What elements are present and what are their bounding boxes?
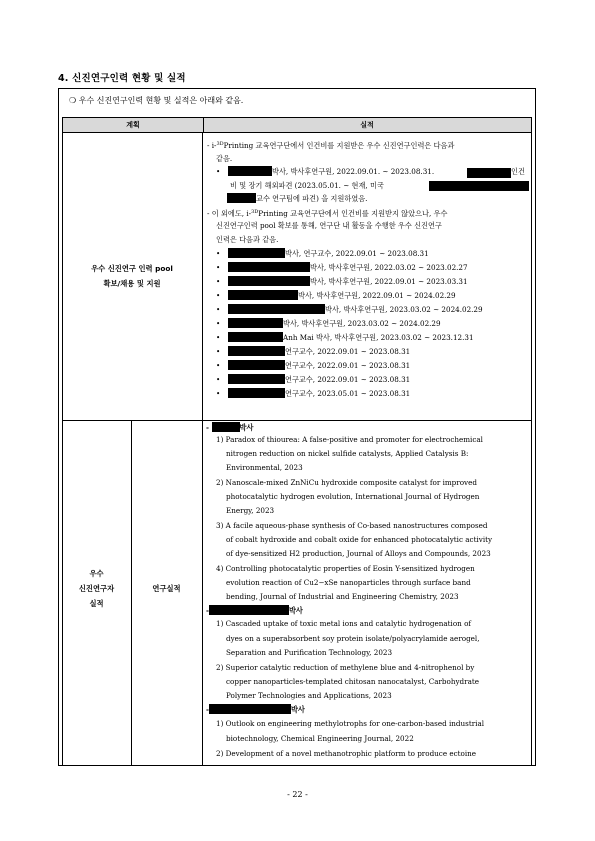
redaction: [209, 704, 291, 714]
pub-line: 4) Controlling photocatalytic properties of Eosin Y-sensitized hydrogen: [216, 564, 475, 573]
row1-label: [62, 261, 202, 291]
pub-line: nitrogen reduction on nickel sulfide catalysts, Applied Catalysis B:: [226, 449, 469, 458]
grid-row-sep: [62, 420, 532, 421]
row1-bullet1: • 박사, 박사후연구원, 2022.09.01. ~ 2023.08.31.: [216, 167, 435, 176]
redaction: [228, 318, 283, 328]
redaction: [228, 346, 285, 356]
row1-label-line2: 확보/채용 및 지원: [103, 279, 161, 288]
header-result: 실적: [360, 121, 374, 129]
pub-line: of cobalt hydroxide and cobalt oxide for enhanced photocatalytic activity: [226, 535, 493, 544]
header-plan: 계획: [63, 118, 204, 132]
list-item: • 박사, 연구교수, 2022.09.01 ~ 2023.08.31: [216, 249, 429, 258]
row2-label-line3: 실적: [89, 599, 104, 608]
row1-label-line1: 우수 신진연구 인력 pool: [91, 264, 173, 273]
grid-right: [531, 133, 532, 766]
pub-line: Energy, 2023: [226, 506, 275, 515]
redaction: [227, 193, 256, 203]
list-item: • 박사, 박사후연구원, 2022.09.01 ~ 2024.02.29: [216, 291, 456, 300]
pub-line: 2) Superior catalytic reduction of methylene blue and 4-nitrophenol by: [216, 663, 475, 672]
pub-line: 2) Development of a novel methanotrophic platform to produce ectoine: [216, 749, 477, 758]
redaction: [228, 276, 310, 286]
list-item: • 박사, 박사후연구원, 2023.03.02 ~ 2024.02.29: [216, 319, 441, 328]
pub-line: 1) Paradox of thiourea: A false-positive and promoter for electrochemical: [216, 435, 483, 444]
intro-text: ❍ 우수 신진연구인력 현황 및 실적은 아래와 같음.: [69, 96, 244, 105]
redaction: [467, 168, 511, 178]
pub-line: Environmental, 2023: [226, 463, 303, 472]
redaction: [228, 374, 285, 384]
redaction: [228, 360, 285, 370]
section-title: 4. 신진연구인력 현황 및 실적: [58, 73, 186, 84]
row1-para2-line2: 신진연구인력 pool 확보를 통해, 연구단 내 활동을 수행한 우수 신진연구: [216, 221, 442, 230]
list-item: • 연구교수, 2022.09.01 ~ 2023.08.31: [216, 375, 411, 384]
redaction: [212, 422, 240, 432]
list-item: • 연구교수, 2023.05.01 ~ 2023.08.31: [216, 389, 411, 398]
researcher-heading: - 박사: [206, 705, 305, 714]
pub-line: evolution reaction of Cu2−xSe nanoparticles through surface band: [226, 578, 471, 587]
researcher-heading: - 박사: [206, 423, 254, 432]
pub-line: Separation and Purification Technology, 2023: [226, 648, 393, 657]
redaction: [228, 166, 272, 176]
list-item: • 연구교수, 2022.09.01 ~ 2023.08.31: [216, 361, 411, 370]
redaction: [429, 181, 529, 191]
page-number: - 22 -: [287, 790, 308, 799]
redaction: [228, 248, 285, 258]
pub-line: copper nanoparticles-templated chitosan nanocatalyst, Carbohydrate: [226, 677, 479, 686]
list-item: • 박사, 박사후연구원, 2022.09.01 ~ 2023.03.31: [216, 277, 468, 286]
row1-bullet1-tail: 인건: [511, 167, 525, 176]
redaction: [209, 605, 289, 615]
pub-line: Polymer Technologies and Applications, 2023: [226, 691, 392, 700]
pub-line: photocatalytic hydrogen evolution, International Journal of Hydrogen: [226, 492, 480, 501]
report-frame: [58, 88, 536, 766]
row1-para2-line3: 인력은 다음과 같음.: [216, 234, 279, 244]
grid-left: [62, 133, 63, 766]
pub-line: 2) Nanoscale-mixed ZnNiCu hydroxide composite catalyst for improved: [216, 478, 477, 487]
researcher-heading: - 박사: [206, 606, 303, 615]
pub-line: 3) A facile aqueous-phase synthesis of Co-based nanostructures composed: [216, 521, 488, 530]
redaction: [228, 332, 283, 342]
row2-sublabel: 연구실적: [152, 584, 181, 593]
pub-line: 1) Outlook on engineering methylotrophs for one-carbon-based industrial: [216, 719, 485, 728]
row1-bullet1-line2: 비 및 장기 해외파견 (2023.05.01. ~ 현재, 미국: [230, 180, 384, 190]
row1-para1: - i-$^{3D}$Printing 교육연구단에서 인건비를 지원받은 우수 신진연구인력은 다음과: [207, 141, 455, 150]
pub-line: 1) Cascaded uptake of toxic metal ions and catalytic hydrogenation of: [216, 619, 472, 628]
grid-mid: [202, 133, 203, 766]
pub-line: biotechnology, Chemical Engineering Journal, 2022: [226, 734, 414, 743]
pub-line: dyes on a superabsorbent soy protein isolate/polyacrylamide aerogel,: [226, 634, 480, 643]
row1-bullet1-line3: 교수 연구팀에 파견) 을 지원하였음.: [227, 192, 367, 206]
list-item: • 연구교수, 2022.09.01 ~ 2023.08.31: [216, 347, 411, 356]
row2-label: [62, 566, 131, 611]
redaction: [228, 304, 325, 314]
row2-label-line2: 신진연구자: [78, 584, 115, 593]
redaction: [228, 388, 285, 398]
redaction: [228, 262, 310, 272]
redaction: [228, 290, 298, 300]
pub-line: of dye-sensitized H2 production, Journal of Alloys and Compounds, 2023: [226, 549, 491, 558]
list-item: • 박사, 박사후연구원, 2022.03.02 ~ 2023.02.27: [216, 263, 468, 272]
table-header: [62, 117, 532, 133]
pub-line: bending, Journal of Industrial and Engineering Chemistry, 2023: [226, 592, 459, 601]
row1-para1-line2: 같음.: [216, 153, 233, 163]
row1-para2: - 이 외에도, i-$^{3D}$Printing 교육연구단에서 인건비를 지원받지 않았으나, 우수: [207, 208, 448, 218]
row2-label-line1: 우수: [89, 569, 104, 578]
list-item: • 박사, 박사후연구원, 2023.03.02 ~ 2024.02.29: [216, 305, 483, 314]
list-item: • Anh Mai 박사, 박사후연구원, 2023.03.02 ~ 2023.12.31: [216, 333, 474, 342]
